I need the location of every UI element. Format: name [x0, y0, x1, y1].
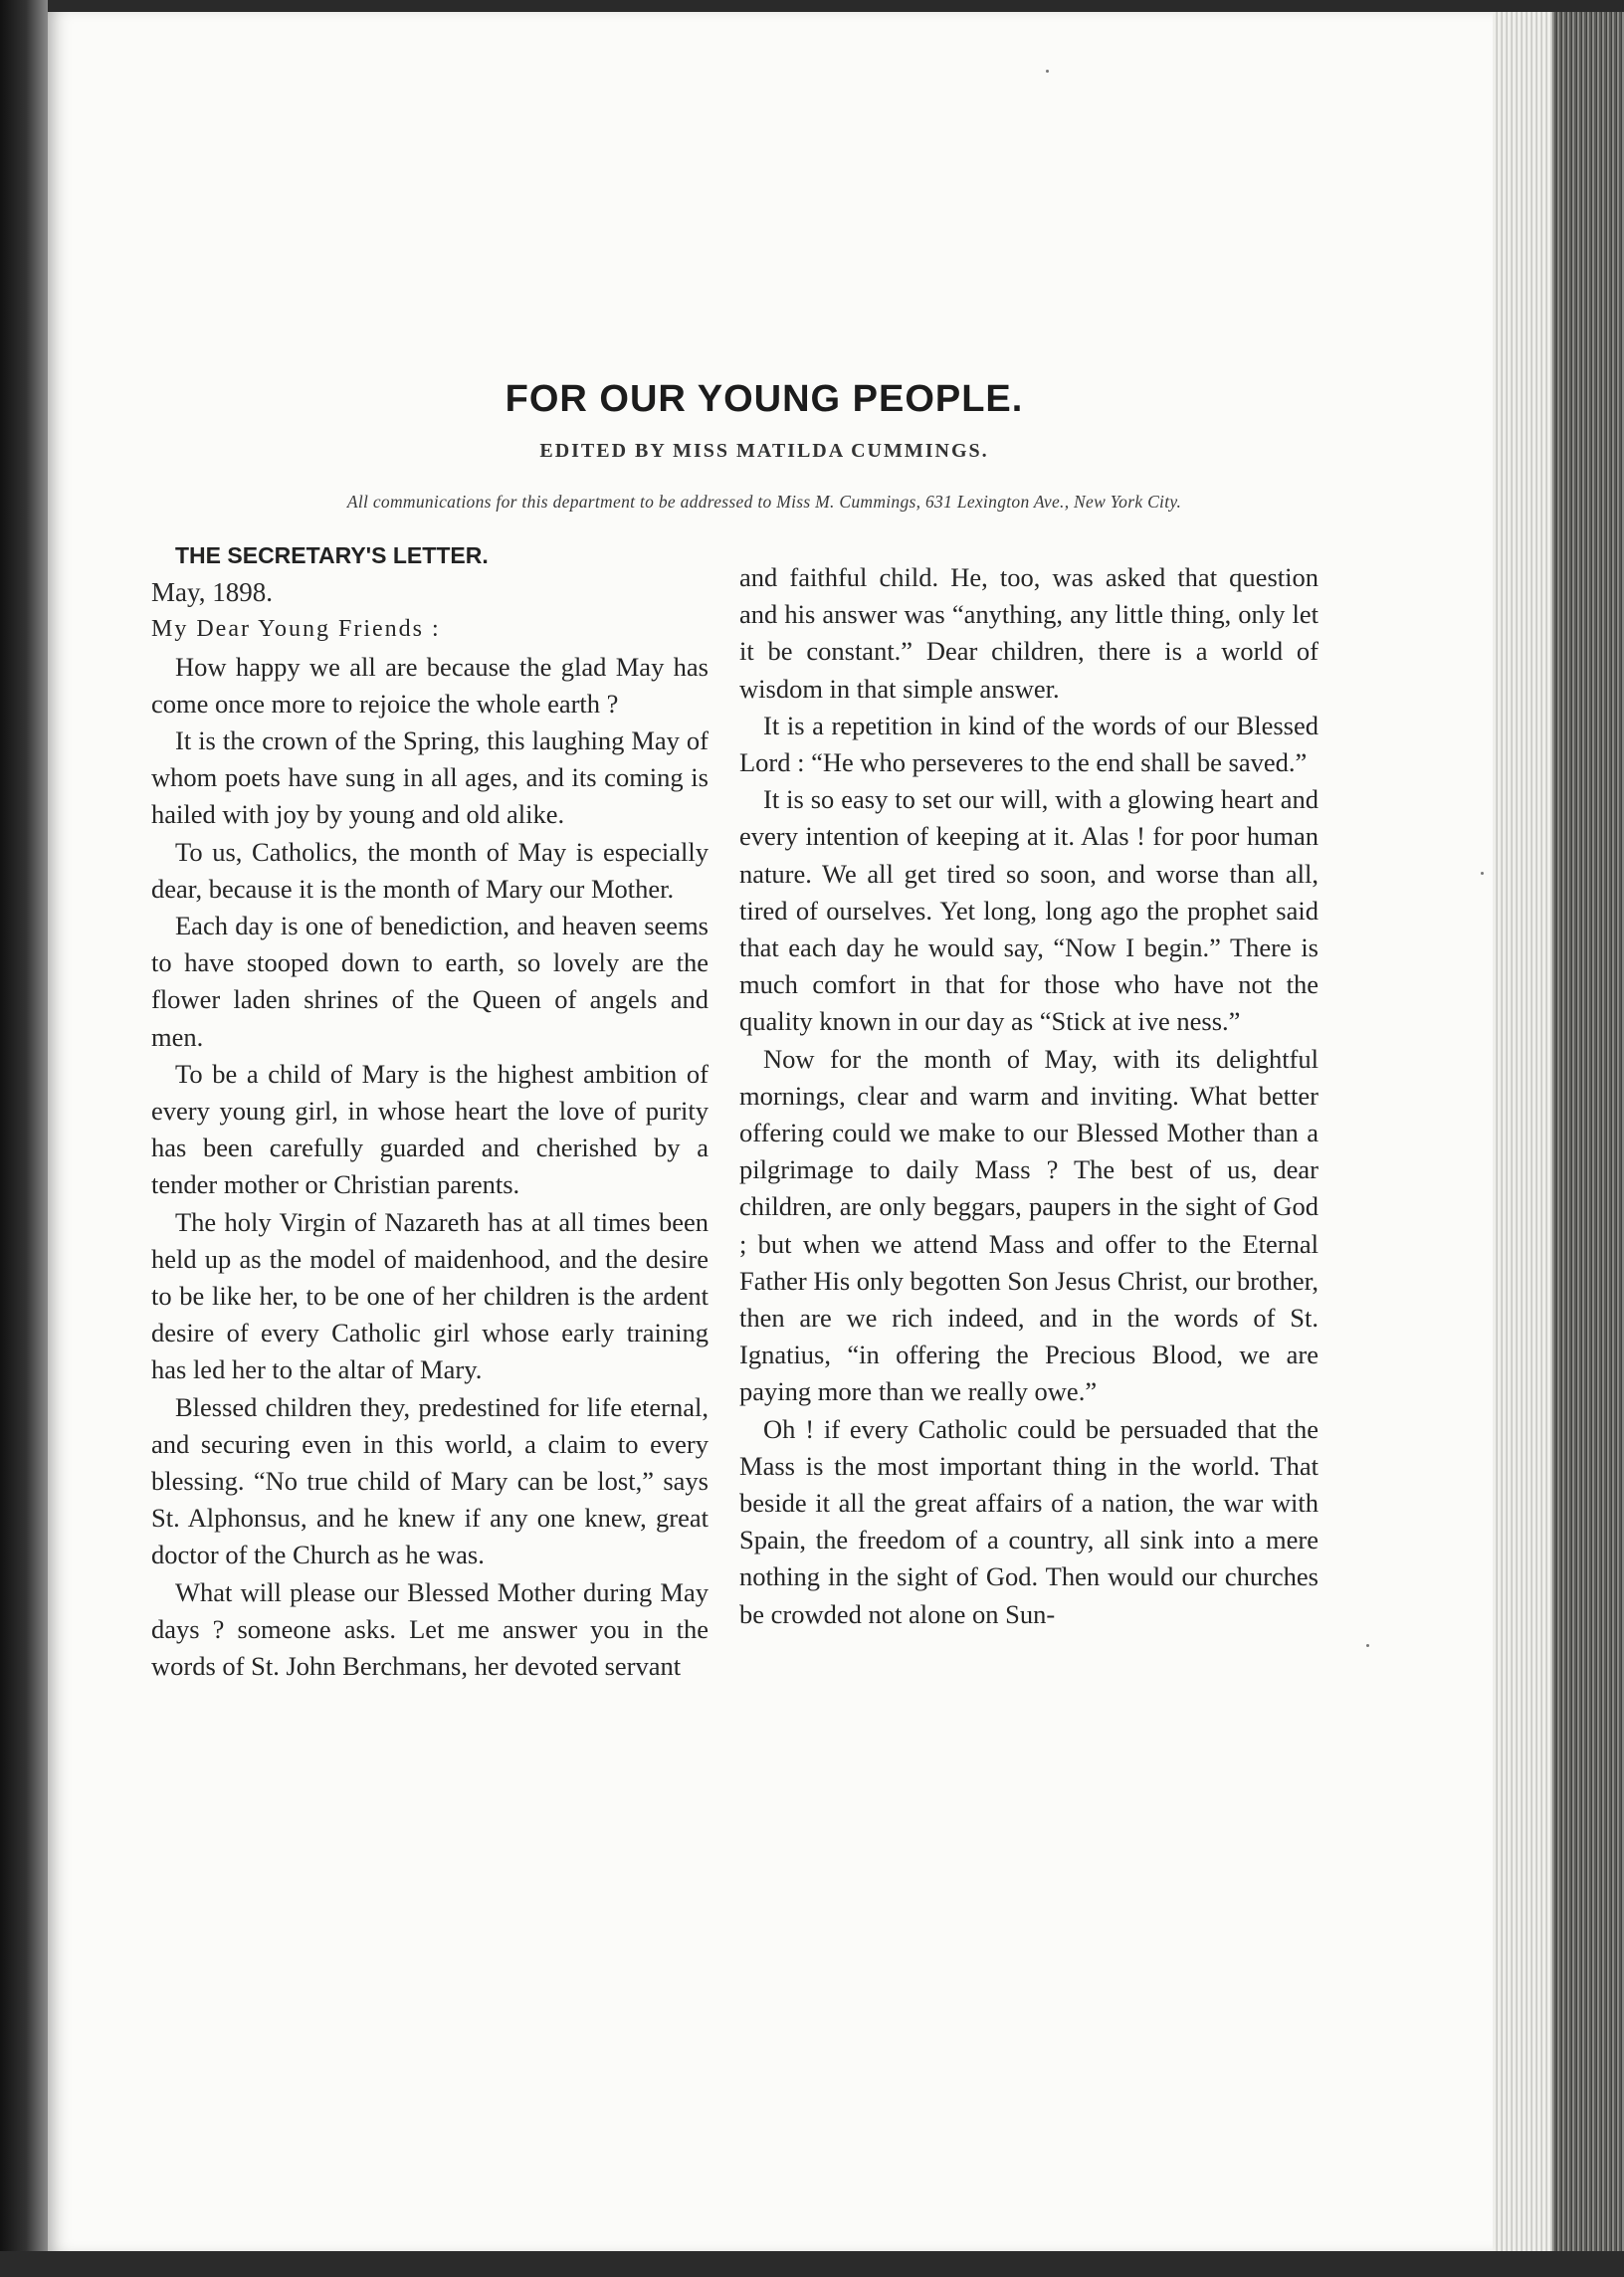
- paragraph: What will please our Blessed Mother during May days ? someone asks. Let me answer you in the words of St. John Berchmans, her devoted servant: [151, 1576, 709, 1682]
- right-column: [739, 559, 1319, 1633]
- paragraph: and faithful child. He, too, was asked that question and his answer was “anything, any little thing, only let it be constant.” Dear children, there is a world of wisdom in that simple answer.: [739, 562, 1319, 704]
- paragraph: Now for the month of May, with its delightful mornings, clear and warm and inviting. What better offering could we make to our Blessed Mother than a pilgrimage to daily Mass ? The best of us, dear children, are only beggars, paupers in the sight of God ; but when we attend Mass and offer to the Eternal Father His only begotten Son Jesus Christ, our brother, then are we rich indeed, and in the words of St. Ignatius, “in offering the Precious Blood, we are paying more than we really owe.”: [739, 1043, 1319, 1407]
- editor-line: EDITED BY MISS MATILDA CUMMINGS.: [539, 440, 989, 462]
- left-column: [151, 537, 709, 1685]
- paper-speck: [1481, 872, 1484, 875]
- paragraph: Blessed children they, predestined for life eternal, and securing even in this world, a claim to every blessing. “No true child of Mary can be lost,” says St. Alphonsus, and he knew if any one knew, great doctor of the Church as he was.: [151, 1391, 709, 1570]
- paper-speck: [1046, 70, 1049, 73]
- paragraph: Each day is one of benediction, and heaven seems to have stooped down to earth, so lovely are the flower laden shrines of the Queen of angels and men.: [151, 911, 709, 1052]
- paragraph: To us, Catholics, the month of May is especially dear, because it is the month of Mary our Mother.: [151, 836, 709, 904]
- page-content: [48, 12, 1493, 2251]
- paragraph: To be a child of Mary is the highest ambition of every young girl, in whose heart the love of purity has been carefully guarded and cherished by a tender mother or Christian parents.: [151, 1058, 709, 1200]
- letter-date: May, 1898.: [151, 577, 273, 608]
- page: [48, 12, 1493, 2251]
- communications-notice: All communications for this department to be addressed to Miss M. Cummings, 631 Lexington Ave., New York City.: [346, 492, 1182, 512]
- paragraph: The holy Virgin of Nazareth has at all times been held up as the model of maidenhood, and the desire to be like her, to be one of her children is the ardent desire of every Catholic girl whose early training has led her to the altar of Mary.: [151, 1206, 709, 1385]
- scan-top-border: [0, 0, 1624, 12]
- section-title: FOR OUR YOUNG PEOPLE.: [505, 378, 1024, 420]
- paragraph: It is so easy to set our will, with a glowing heart and every intention of keeping at it. Alas ! for poor human nature. We all get tired so soon, and worse than all, tired of ourselves. Yet long, long ago the prophet said that each day he would say, “Now I begin.” There is much comfort in that for those who have not the quality known in our day as “Stick at ive ness.”: [739, 784, 1319, 1037]
- salutation: My Dear Young Friends :: [151, 616, 441, 643]
- book-gutter: [0, 0, 48, 2277]
- book-page-stack: [1552, 12, 1624, 2251]
- paragraph: How happy we all are because the glad May has come once more to rejoice the whole earth ?: [151, 651, 709, 719]
- paragraph: It is the crown of the Spring, this laughing May of whom poets have sung in all ages, and its coming is hailed with joy by young and old alike.: [151, 725, 709, 830]
- letter-heading: THE SECRETARY'S LETTER.: [175, 542, 489, 568]
- paragraph: It is a repetition in kind of the words of our Blessed Lord : “He who perseveres to the end shall be saved.”: [739, 710, 1319, 778]
- paragraph: Oh ! if every Catholic could be persuaded that the Mass is the most important thing in the world. That beside it all the great affairs of a nation, the war with Spain, the freedom of a country, all sink into a mere nothing in the sight of God. Then would our churches be crowded not alone on Sun-: [739, 1413, 1319, 1629]
- paper-speck: [1366, 1644, 1369, 1647]
- scan-bottom-border: [0, 2251, 1624, 2277]
